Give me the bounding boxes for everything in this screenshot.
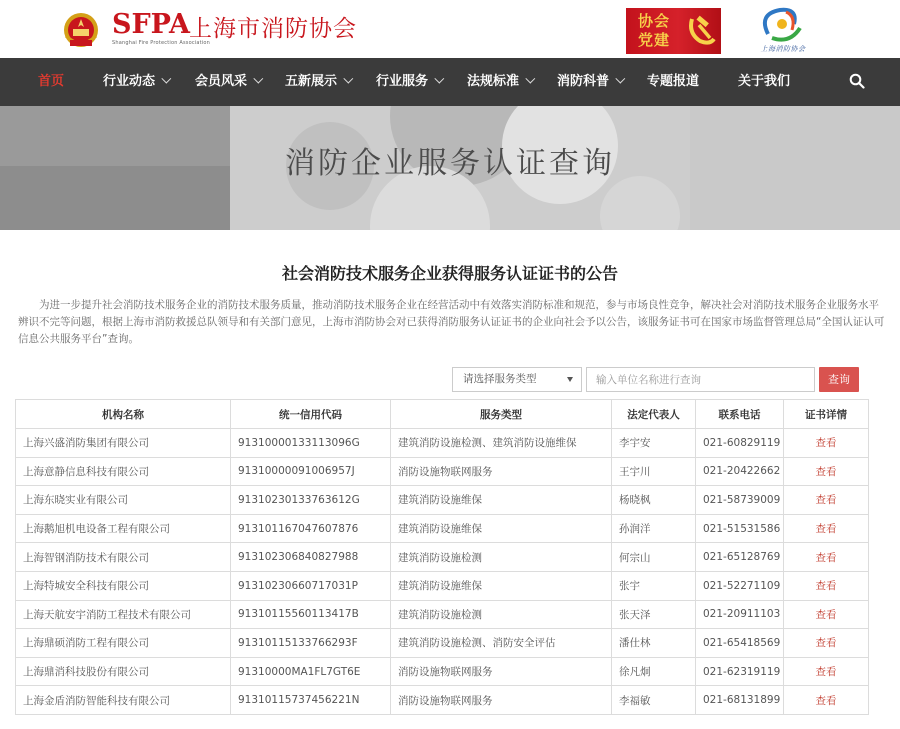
brand-slogan: 上海消防协会 bbox=[760, 45, 806, 53]
table-row bbox=[16, 629, 869, 658]
table-row bbox=[16, 514, 869, 543]
cell-legal-rep: 李福敏 bbox=[612, 686, 696, 715]
site-header bbox=[0, 0, 900, 58]
nav-item-special-reports[interactable]: 专题报道 bbox=[647, 74, 700, 89]
certificate-table bbox=[15, 399, 868, 715]
cell-legal-rep: 张宇 bbox=[612, 571, 696, 600]
cell-org-name: 上海特城安全科技有限公司 bbox=[16, 571, 231, 600]
search-button[interactable]: 查询 bbox=[819, 367, 859, 392]
cell-service-type: 建筑消防设施维保 bbox=[391, 514, 612, 543]
cell-legal-rep: 潘仕林 bbox=[612, 629, 696, 658]
view-certificate-link[interactable]: 查看 bbox=[784, 600, 869, 629]
view-certificate-link[interactable]: 查看 bbox=[784, 457, 869, 486]
header-org-name: 机构名称 bbox=[16, 400, 231, 429]
banner-title: 消防企业服务认证查询 bbox=[285, 146, 615, 181]
cell-service-type: 建筑消防设施维保 bbox=[391, 571, 612, 600]
hammer-sickle-icon bbox=[684, 13, 718, 47]
cell-credit-code: 91310230660717031P bbox=[231, 571, 391, 600]
chevron-down-icon bbox=[161, 74, 171, 84]
service-type-select-value: 请选择服务类型 bbox=[463, 373, 537, 385]
chevron-down-icon bbox=[615, 74, 625, 84]
logo-chinese-name[interactable]: 上海市消防协会 bbox=[189, 16, 357, 42]
cell-credit-code: 91310000MA1FL7GT6E bbox=[231, 657, 391, 686]
search-icon[interactable] bbox=[849, 73, 865, 89]
table-row bbox=[16, 686, 869, 715]
cell-legal-rep: 杨晓枫 bbox=[612, 486, 696, 515]
chevron-down-icon bbox=[343, 74, 353, 84]
header-cert-detail: 证书详情 bbox=[784, 400, 869, 429]
table-row bbox=[16, 457, 869, 486]
cell-org-name: 上海金盾消防智能科技有限公司 bbox=[16, 686, 231, 715]
cell-legal-rep: 王宇川 bbox=[612, 457, 696, 486]
table-header-row bbox=[16, 400, 869, 429]
page-banner bbox=[0, 106, 900, 230]
cell-service-type: 消防设施物联网服务 bbox=[391, 657, 612, 686]
fire-association-emblem-icon[interactable] bbox=[60, 10, 102, 50]
nav-item-home[interactable]: 首页 bbox=[38, 74, 65, 89]
caret-down-icon bbox=[567, 377, 573, 382]
chevron-down-icon bbox=[434, 74, 444, 84]
notice-body: 为进一步提升社会消防技术服务企业的消防技术服务质量，推动消防技术服务企业在经营活动中有效落实消防标准和规范，参与市场良性竞争，解决社会对消防技术服务企业服务水平辨识不完等问题，根据上海市消防救援总队领导和有关部门意见，上海市消防协会对已获得消防服务认证证书的企业向社会予以公告，该服务证书可在国家市场监督管理总局“全国认证认可信息公共服务平台”查询。 bbox=[18, 299, 885, 345]
cell-service-type: 消防设施物联网服务 bbox=[391, 686, 612, 715]
nav-item-about-us[interactable]: 关于我们 bbox=[738, 74, 791, 89]
cell-org-name: 上海鼎消科技股份有限公司 bbox=[16, 657, 231, 686]
view-certificate-link[interactable]: 查看 bbox=[784, 629, 869, 658]
main-nav bbox=[0, 58, 900, 106]
cell-phone: 021-68131899 bbox=[696, 686, 784, 715]
cell-credit-code: 913102306840827988 bbox=[231, 543, 391, 572]
table-row bbox=[16, 429, 869, 458]
table-row bbox=[16, 600, 869, 629]
cell-service-type: 消防设施物联网服务 bbox=[391, 457, 612, 486]
cell-org-name: 上海智钢消防技术有限公司 bbox=[16, 543, 231, 572]
cell-legal-rep: 李宇安 bbox=[612, 429, 696, 458]
cell-service-type: 建筑消防设施维保 bbox=[391, 486, 612, 515]
cell-credit-code: 91310000133113096G bbox=[231, 429, 391, 458]
brand-swirl-icon bbox=[738, 4, 828, 44]
nav-item-industry-news[interactable]: 行业动态 bbox=[103, 58, 167, 106]
cell-org-name: 上海鼎硕消防工程有限公司 bbox=[16, 629, 231, 658]
cell-org-name: 上海兴盛消防集团有限公司 bbox=[16, 429, 231, 458]
cell-credit-code: 91310000091006957J bbox=[231, 457, 391, 486]
cell-legal-rep: 何宗山 bbox=[612, 543, 696, 572]
chevron-down-icon bbox=[525, 74, 535, 84]
cell-service-type: 建筑消防设施检测、建筑消防设施维保 bbox=[391, 429, 612, 458]
cell-org-name: 上海天航安宇消防工程技术有限公司 bbox=[16, 600, 231, 629]
nav-item-member-showcase[interactable]: 会员风采 bbox=[195, 58, 259, 106]
cell-org-name: 上海东晓实业有限公司 bbox=[16, 486, 231, 515]
cell-service-type: 建筑消防设施检测 bbox=[391, 600, 612, 629]
cell-phone: 021-20911103 bbox=[696, 600, 784, 629]
cell-legal-rep: 张天泽 bbox=[612, 600, 696, 629]
logo-subtitle: Shanghai Fire Protection Association bbox=[112, 40, 211, 46]
cell-legal-rep: 徐凡炯 bbox=[612, 657, 696, 686]
cell-service-type: 建筑消防设施检测 bbox=[391, 543, 612, 572]
table-row bbox=[16, 543, 869, 572]
header-phone: 联系电话 bbox=[696, 400, 784, 429]
view-certificate-link[interactable]: 查看 bbox=[784, 486, 869, 515]
chevron-down-icon bbox=[253, 74, 263, 84]
party-building-banner[interactable] bbox=[626, 8, 721, 54]
header-credit-code: 统一信用代码 bbox=[231, 400, 391, 429]
cell-phone: 021-60829119 bbox=[696, 429, 784, 458]
nav-item-five-new[interactable]: 五新展示 bbox=[285, 58, 349, 106]
logo-wordmark[interactable]: SFPA bbox=[112, 9, 190, 40]
cell-credit-code: 91310230133763612G bbox=[231, 486, 391, 515]
table-row bbox=[16, 657, 869, 686]
cell-credit-code: 913101167047607876 bbox=[231, 514, 391, 543]
cell-legal-rep: 孙润洋 bbox=[612, 514, 696, 543]
brand-logo[interactable] bbox=[738, 4, 828, 58]
service-type-select[interactable] bbox=[452, 367, 582, 392]
cell-credit-code: 91310115133766293F bbox=[231, 629, 391, 658]
table-row bbox=[16, 571, 869, 600]
cell-credit-code: 91310115737456221N bbox=[231, 686, 391, 715]
view-certificate-link[interactable]: 查看 bbox=[784, 514, 869, 543]
view-certificate-link[interactable]: 查看 bbox=[784, 429, 869, 458]
cell-credit-code: 91310115560113417B bbox=[231, 600, 391, 629]
view-certificate-link[interactable]: 查看 bbox=[784, 686, 869, 715]
cell-service-type: 建筑消防设施检测、消防安全评估 bbox=[391, 629, 612, 658]
cell-phone: 021-51531586 bbox=[696, 514, 784, 543]
cell-org-name: 上海意静信息科技有限公司 bbox=[16, 457, 231, 486]
cell-phone: 021-52271109 bbox=[696, 571, 784, 600]
cell-phone: 021-65418569 bbox=[696, 629, 784, 658]
company-search-input[interactable] bbox=[586, 367, 815, 392]
notice-title: 社会消防技术服务企业获得服务认证证书的公告 bbox=[281, 264, 618, 283]
view-certificate-link[interactable]: 查看 bbox=[784, 657, 869, 686]
view-certificate-link[interactable]: 查看 bbox=[784, 543, 869, 572]
cell-phone: 021-65128769 bbox=[696, 543, 784, 572]
table-row bbox=[16, 486, 869, 515]
cell-phone: 021-20422662 bbox=[696, 457, 784, 486]
party-banner-text: 协会党建 bbox=[638, 12, 671, 49]
cell-phone: 021-58739009 bbox=[696, 486, 784, 515]
header-legal-rep: 法定代表人 bbox=[612, 400, 696, 429]
nav-item-fire-science[interactable]: 消防科普 bbox=[557, 58, 621, 106]
nav-item-regulations[interactable]: 法规标准 bbox=[467, 58, 531, 106]
nav-item-industry-service[interactable]: 行业服务 bbox=[376, 58, 440, 106]
header-service-type: 服务类型 bbox=[391, 400, 612, 429]
cell-phone: 021-62319119 bbox=[696, 657, 784, 686]
cell-org-name: 上海鹅旭机电设备工程有限公司 bbox=[16, 514, 231, 543]
view-certificate-link[interactable]: 查看 bbox=[784, 571, 869, 600]
